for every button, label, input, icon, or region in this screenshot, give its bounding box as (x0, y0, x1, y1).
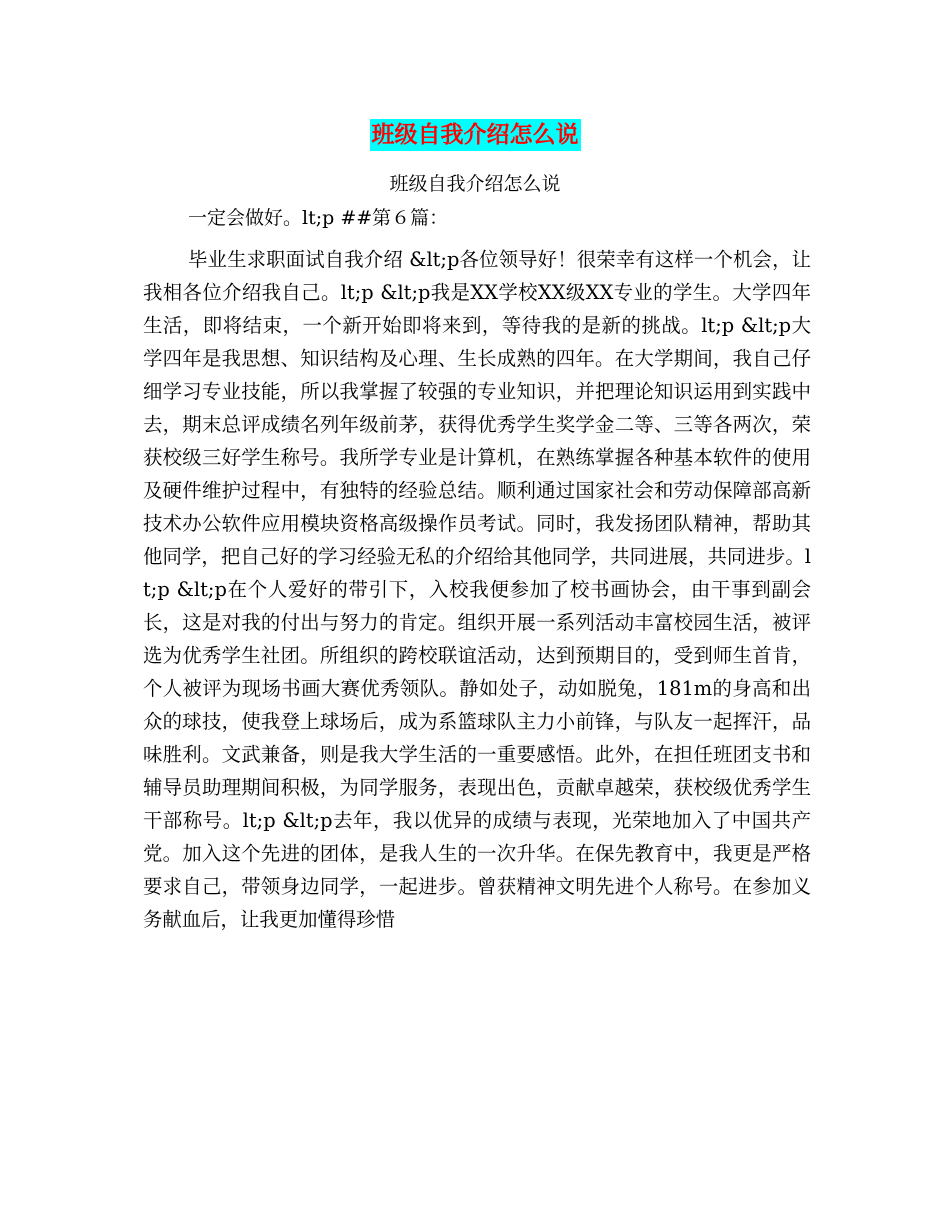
document-subtitle: 班级自我介绍怎么说 (389, 173, 561, 195)
body-paragraph: 毕业生求职面试自我介绍 &lt;p各位领导好！很荣幸有这样一个机会，让我相各位介绍我自己。lt;p &lt;p我是XX学校XX级XX专业的学生。大学四年生活，即将结束，一个新开始即将来到，等待我的是新的挑战。lt;p &lt;p大学四年是我思想、知识结构及心理、生长成熟的四年。在大学期间，我自己仔细学习专业技能，所以我掌握了较强的专业知识，并把理论知识运用到实践中去，期末总评成绩名列年级前茅，获得优秀学生奖学金二等、三等各两次，荣获校级三好学生称号。我所学专业是计算机，在熟练掌握各种基本软件的使用及硬件维护过程中，有独特的经验总结。顺利通过国家社会和劳动保障部高新技术办公软件应用模块资格高级操作员考试。同时，我发扬团队精神，帮助其他同学，把自己好的学习经验无私的介绍给其他同学，共同进展，共同进步。lt;p &lt;p在个人爱好的带引下，入校我便参加了校书画协会，由干事到副会长，这是对我的付出与努力的肯定。组织开展一系列活动丰富校园生活，被评选为优秀学生社团。所组织的跨校联谊活动，达到预期目的，受到师生首肯，个人被评为现场书画大赛优秀领队。静如处子，动如脱兔，181m的身高和出众的球技，使我登上球场后，成为系篮球队主力小前锋，与队友一起挥汗，品味胜利。文武兼备，则是我大学生活的一重要感悟。此外，在担任班团支书和辅导员助理期间积极，为同学服务，表现出色，贡献卓越荣，获校级优秀学生干部称号。lt;p &lt;p去年，我以优异的成绩与表现，光荣地加入了中国共产党。加入这个先进的团体，是我人生的一次升华。在保先教育中，我更是严格要求自己，带领身边同学，一起进步。曾获精神文明先进个人称号。在参加义务献血后，让我更加懂得珍惜 (143, 248, 811, 931)
document-title (0, 112, 950, 151)
document-title-text: 班级自我介绍怎么说 (370, 119, 581, 151)
intro-line: 一定会做好。lt;p ##第６篇： (188, 207, 449, 229)
